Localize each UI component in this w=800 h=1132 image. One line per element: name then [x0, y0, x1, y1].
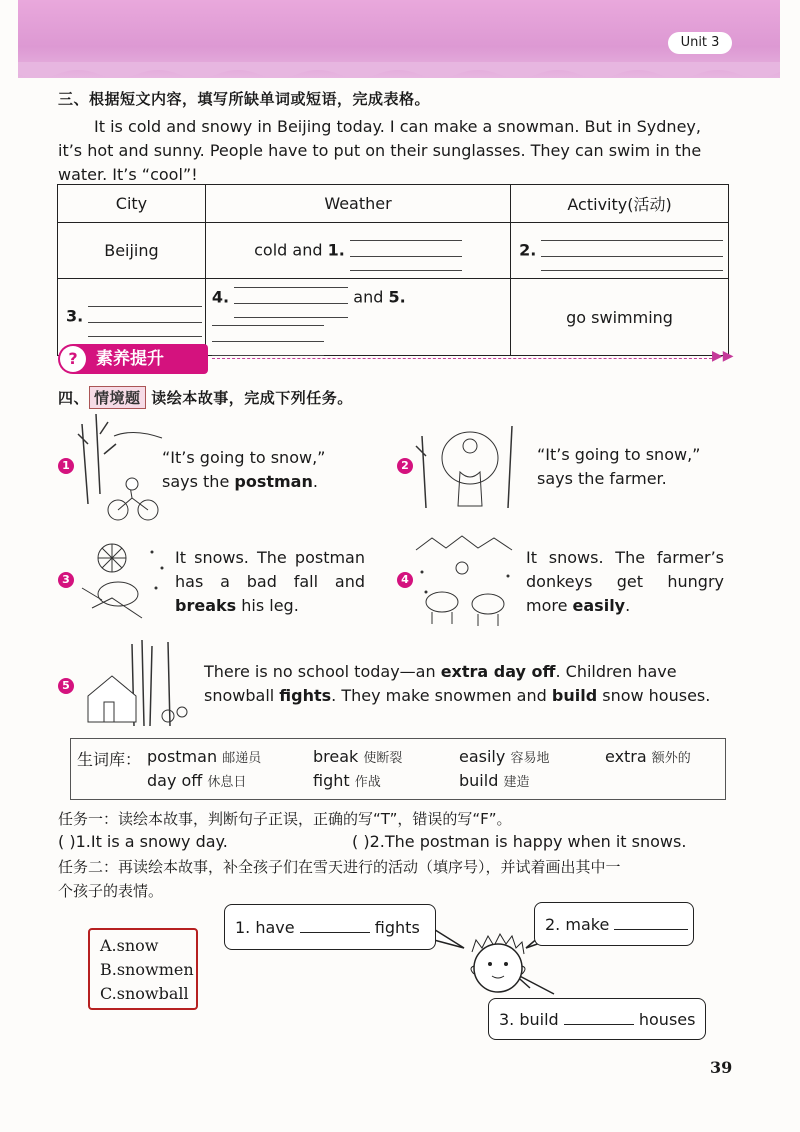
snow-house-illustration	[72, 636, 198, 732]
vocab-easily-en: easily	[459, 747, 506, 766]
story-5-line-2-end: snow houses.	[597, 686, 711, 705]
vocab-extra	[605, 747, 691, 766]
bubble-1	[224, 904, 436, 950]
story-4-line-2: donkeys get hungry	[526, 572, 724, 591]
story-1-line-1: “It’s going to snow,”	[162, 448, 326, 467]
task1-q2-paren[interactable]: ( )	[352, 832, 370, 851]
blank-4[interactable]	[234, 279, 348, 317]
option-c: C.snowball	[100, 984, 189, 1003]
bubble-3	[488, 998, 706, 1040]
cell-beijing: Beijing	[58, 223, 206, 279]
passage-line-3: water. It’s “cool”!	[58, 165, 198, 184]
word-easily: easily	[572, 596, 626, 615]
vocab-day-off-en: day off	[147, 771, 203, 790]
story-num-1: 1	[58, 458, 74, 474]
bubble-3-post: houses	[633, 1010, 696, 1029]
word-postman: postman	[234, 472, 313, 491]
section4-title	[58, 386, 353, 409]
blank-5[interactable]	[212, 317, 324, 355]
vocab-break-en: break	[313, 747, 359, 766]
story-1-text	[162, 446, 325, 494]
story-2-text	[537, 443, 700, 491]
story-num-2: 2	[397, 458, 413, 474]
story-4-text	[526, 546, 724, 618]
story-4-line-3: more	[526, 596, 573, 615]
header-wave	[18, 62, 780, 86]
section3-title: 三、根据短文内容，填写所缺单词或短语，完成表格。	[58, 90, 431, 108]
table-header-weather: Weather	[205, 185, 510, 223]
page-number: 39	[710, 1058, 733, 1077]
blank-num-3: 3.	[66, 306, 84, 326]
bubble-2	[534, 902, 694, 946]
vocab-box	[70, 738, 726, 800]
cell-activity-2	[511, 223, 729, 279]
vocab-postman-en: postman	[147, 747, 218, 766]
weather-prefix: cold and	[254, 240, 328, 259]
passage	[58, 115, 738, 187]
passage-line-1: It is cold and snowy in Beijing today. I can make a snowman. But in Sydney,	[94, 117, 701, 136]
banner-dash-line	[212, 358, 712, 359]
story-3-line-1: It snows. The postman	[175, 548, 365, 567]
child-face-illustration	[458, 930, 538, 1000]
lightbulb-icon: ?	[60, 346, 86, 372]
options-box	[88, 928, 198, 1010]
vocab-easily-zh: 容易地	[510, 751, 550, 766]
vocab-build-zh: 建造	[503, 775, 530, 790]
vocab-easily	[459, 747, 549, 766]
bubble-1-post: fights	[369, 918, 420, 937]
task2-line-2: 个孩子的表情。	[58, 882, 164, 900]
bubble-1-blank[interactable]	[300, 919, 370, 933]
cell-weather-45	[205, 279, 510, 356]
story-5-line-1-end: . Children have	[555, 662, 677, 681]
blank-num-5: 5.	[388, 287, 406, 307]
vocab-label: 生词库：	[77, 750, 142, 769]
table-header-activity: Activity(活动)	[511, 185, 729, 223]
vocab-day-off	[147, 771, 246, 790]
story-5-text	[204, 660, 710, 708]
story-num-5: 5	[58, 678, 74, 694]
task1-title: 任务一：读绘本故事，判断句子正误，正确的写“T”，错误的写“F”。	[58, 810, 512, 828]
and-text: and	[353, 287, 389, 307]
word-breaks: breaks	[175, 596, 237, 615]
story-4-period: .	[625, 596, 631, 615]
bubble-3-blank[interactable]	[564, 1011, 634, 1025]
vocab-build	[459, 771, 529, 790]
donkeys-illustration	[412, 532, 522, 628]
weather-table	[57, 184, 729, 356]
postman-fall-illustration	[72, 538, 172, 628]
word-fights: fights	[279, 686, 332, 705]
blank-num-4: 4.	[211, 287, 230, 307]
vocab-fight-en: fight	[313, 771, 350, 790]
section4-title-text: 读绘本故事，完成下列任务。	[151, 389, 353, 407]
vocab-extra-en: extra	[605, 747, 647, 766]
blank-num-1: 1.	[327, 240, 345, 259]
story-5-line-2-mid: . They make snowmen and	[331, 686, 552, 705]
vocab-build-en: build	[459, 771, 499, 790]
word-build: build	[551, 686, 598, 705]
vocab-extra-zh: 额外的	[651, 751, 691, 766]
vocab-break	[313, 747, 402, 766]
task2-line-1: 任务二：再读绘本故事，补全孩子们在雪天进行的活动（填序号），并试着画出其中一	[58, 858, 621, 876]
scenario-tag: 情境题	[89, 386, 146, 409]
vocab-fight	[313, 771, 381, 790]
section4-prefix: 四、	[58, 389, 90, 407]
bubble-2-pre: 2. make	[545, 915, 615, 934]
farmer-illustration	[412, 416, 528, 512]
unit-label: Unit 3	[668, 32, 732, 54]
table-header-city: City	[58, 185, 206, 223]
cell-go-swimming: go swimming	[511, 279, 729, 356]
blank-2[interactable]	[541, 232, 723, 270]
task1-q1-paren[interactable]: ( )	[58, 832, 76, 851]
double-arrow-icon: ▶▶	[712, 348, 734, 364]
bubble-1-pre: 1. have	[235, 918, 300, 937]
bubble-3-pre: 3. build	[499, 1010, 564, 1029]
option-a: A.snow	[100, 936, 159, 955]
task1-q2	[352, 832, 686, 851]
word-extra-day-off: extra day off	[440, 662, 556, 681]
story-2-line-1: “It’s going to snow,”	[537, 445, 701, 464]
task1-q1-text: 1.It is a snowy day.	[75, 832, 228, 851]
vocab-break-zh: 使断裂	[363, 751, 403, 766]
story-3-text	[175, 546, 365, 618]
banner-suyang-tisheng	[58, 344, 208, 374]
passage-line-2: it’s hot and sunny. People have to put on their sunglasses. They can swim in the	[58, 141, 702, 160]
bubble-2-blank[interactable]	[614, 916, 688, 930]
vocab-day-off-zh: 休息日	[207, 775, 247, 790]
vocab-postman	[147, 747, 261, 766]
story-1-period: .	[312, 472, 318, 491]
vocab-postman-zh: 邮递员	[222, 751, 262, 766]
postman-illustration	[74, 414, 164, 526]
story-num-4: 4	[397, 572, 413, 588]
blank-1[interactable]	[350, 232, 462, 270]
story-3-line-3: his leg.	[236, 596, 299, 615]
story-3-line-2: has a bad fall and	[175, 572, 365, 591]
blank-num-2: 2.	[519, 240, 537, 259]
story-5-line-2: snowball	[204, 686, 280, 705]
blank-3[interactable]	[88, 298, 202, 336]
task1-q2-text: 2.The postman is happy when it snows.	[369, 832, 687, 851]
story-num-3: 3	[58, 572, 74, 588]
vocab-fight-zh: 作战	[354, 775, 381, 790]
cell-weather-1	[205, 223, 510, 279]
story-1-line-2: says the	[162, 472, 235, 491]
story-2-line-2: says the farmer.	[537, 469, 667, 488]
story-4-line-1: It snows. The farmer’s	[526, 548, 724, 567]
story-5-line-1: There is no school today—an	[204, 662, 441, 681]
task1-q1	[58, 832, 228, 851]
option-b: B.snowmen	[100, 960, 194, 979]
banner-title: 素养提升	[96, 349, 164, 369]
